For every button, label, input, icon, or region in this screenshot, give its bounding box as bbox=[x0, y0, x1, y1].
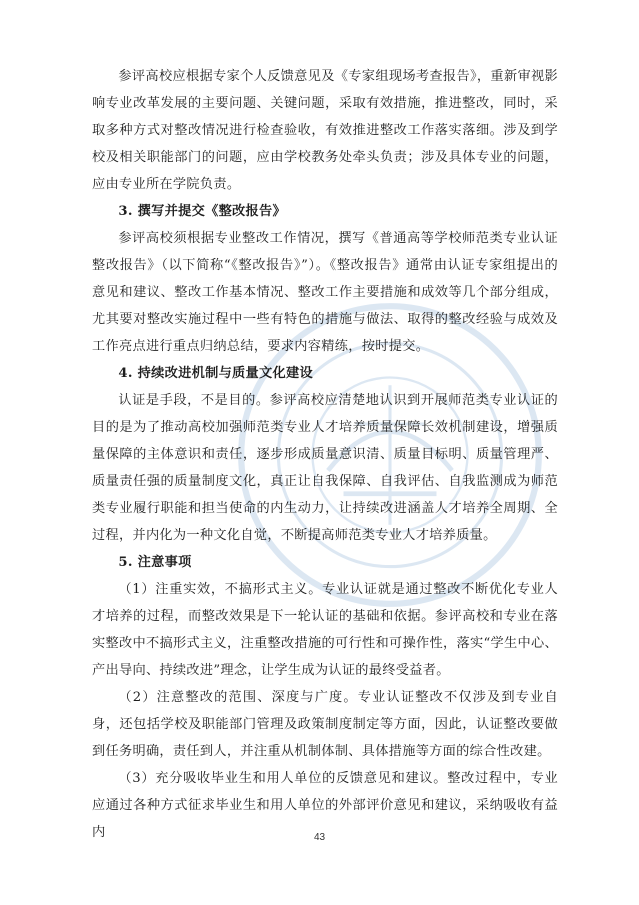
body-paragraph: （3）充分吸收毕业生和用人单位的反馈意见和建议。整改过程中，专业应通过各种方式征求毕业生和用人单位的外部评价意见和建议，采纳吸收有益内 bbox=[92, 771, 558, 840]
section-heading: 3. 撰写并提交《整改报告》 bbox=[118, 204, 287, 219]
body-paragraph: （2）注意整改的范围、深度与广度。专业认证整改不仅涉及到专业自身，还包括学校及职能部门管理及政策制度制定等方面，因此，认证整改要做到任务明确，责任到人，并注重从机制体制、具体措施等方面的综合性改建。 bbox=[92, 690, 558, 759]
body-paragraph: 参评高校应根据专家个人反馈意见及《专家组现场考查报告》，重新审视影响专业改革发展的主要问题、关键问题，采取有效措施，推进整改，同时，采取多种方式对整改情况进行检查验收，有效推进整改工作落实落细。涉及到学校及相关职能部门的问题，应由学校教务处牵头负责；涉及具体专业的问题，应由专业所在学院负责。 bbox=[92, 69, 558, 192]
body-paragraph: 参评高校须根据专业整改工作情况，撰写《普通高等学校师范类专业认证整改报告》（以下简称“《整改报告》”）。《整改报告》通常由认证专家组提出的意见和建议、整改工作基本情况、整改工作主要措施和成效等几个部分组成，尤其要对整改实施过程中一些有特色的措施与做法、取得的整改经验与成效及工作亮点进行重点归纳总结，要求内容精练，按时提交。 bbox=[92, 231, 558, 354]
page-number: 43 bbox=[313, 832, 326, 843]
document-body bbox=[92, 63, 558, 846]
section-heading: 5. 注意事项 bbox=[118, 555, 192, 570]
body-paragraph: （1）注重实效，不搞形式主义。专业认证就是通过整改不断优化专业人才培养的过程，而整改效果是下一轮认证的基础和依据。参评高校和专业在落实整改中不搞形式主义，注重整改措施的可行性和可操作性，落实“学生中心、产出导向、持续改进”理念，让学生成为认证的最终受益者。 bbox=[92, 582, 558, 678]
section-heading: 4. 持续改进机制与质量文化建设 bbox=[118, 366, 313, 381]
body-paragraph: 认证是手段，不是目的。参评高校应清楚地认识到开展师范类专业认证的目的是为了推动高校加强师范类专业人才培养质量保障长效机制建设，增强质量保障的主体意识和责任，逐步形成质量意识清、质量目标明、质量管理严、质量责任强的质量制度文化，真正让自我保障、自我评估、自我监测成为师范类专业履行职能和担当使命的内生动力，让持续改进涵盖人才培养全周期、全过程，并内化为一种文化自觉，不断提高师范类专业人才培养质量。 bbox=[92, 393, 558, 543]
